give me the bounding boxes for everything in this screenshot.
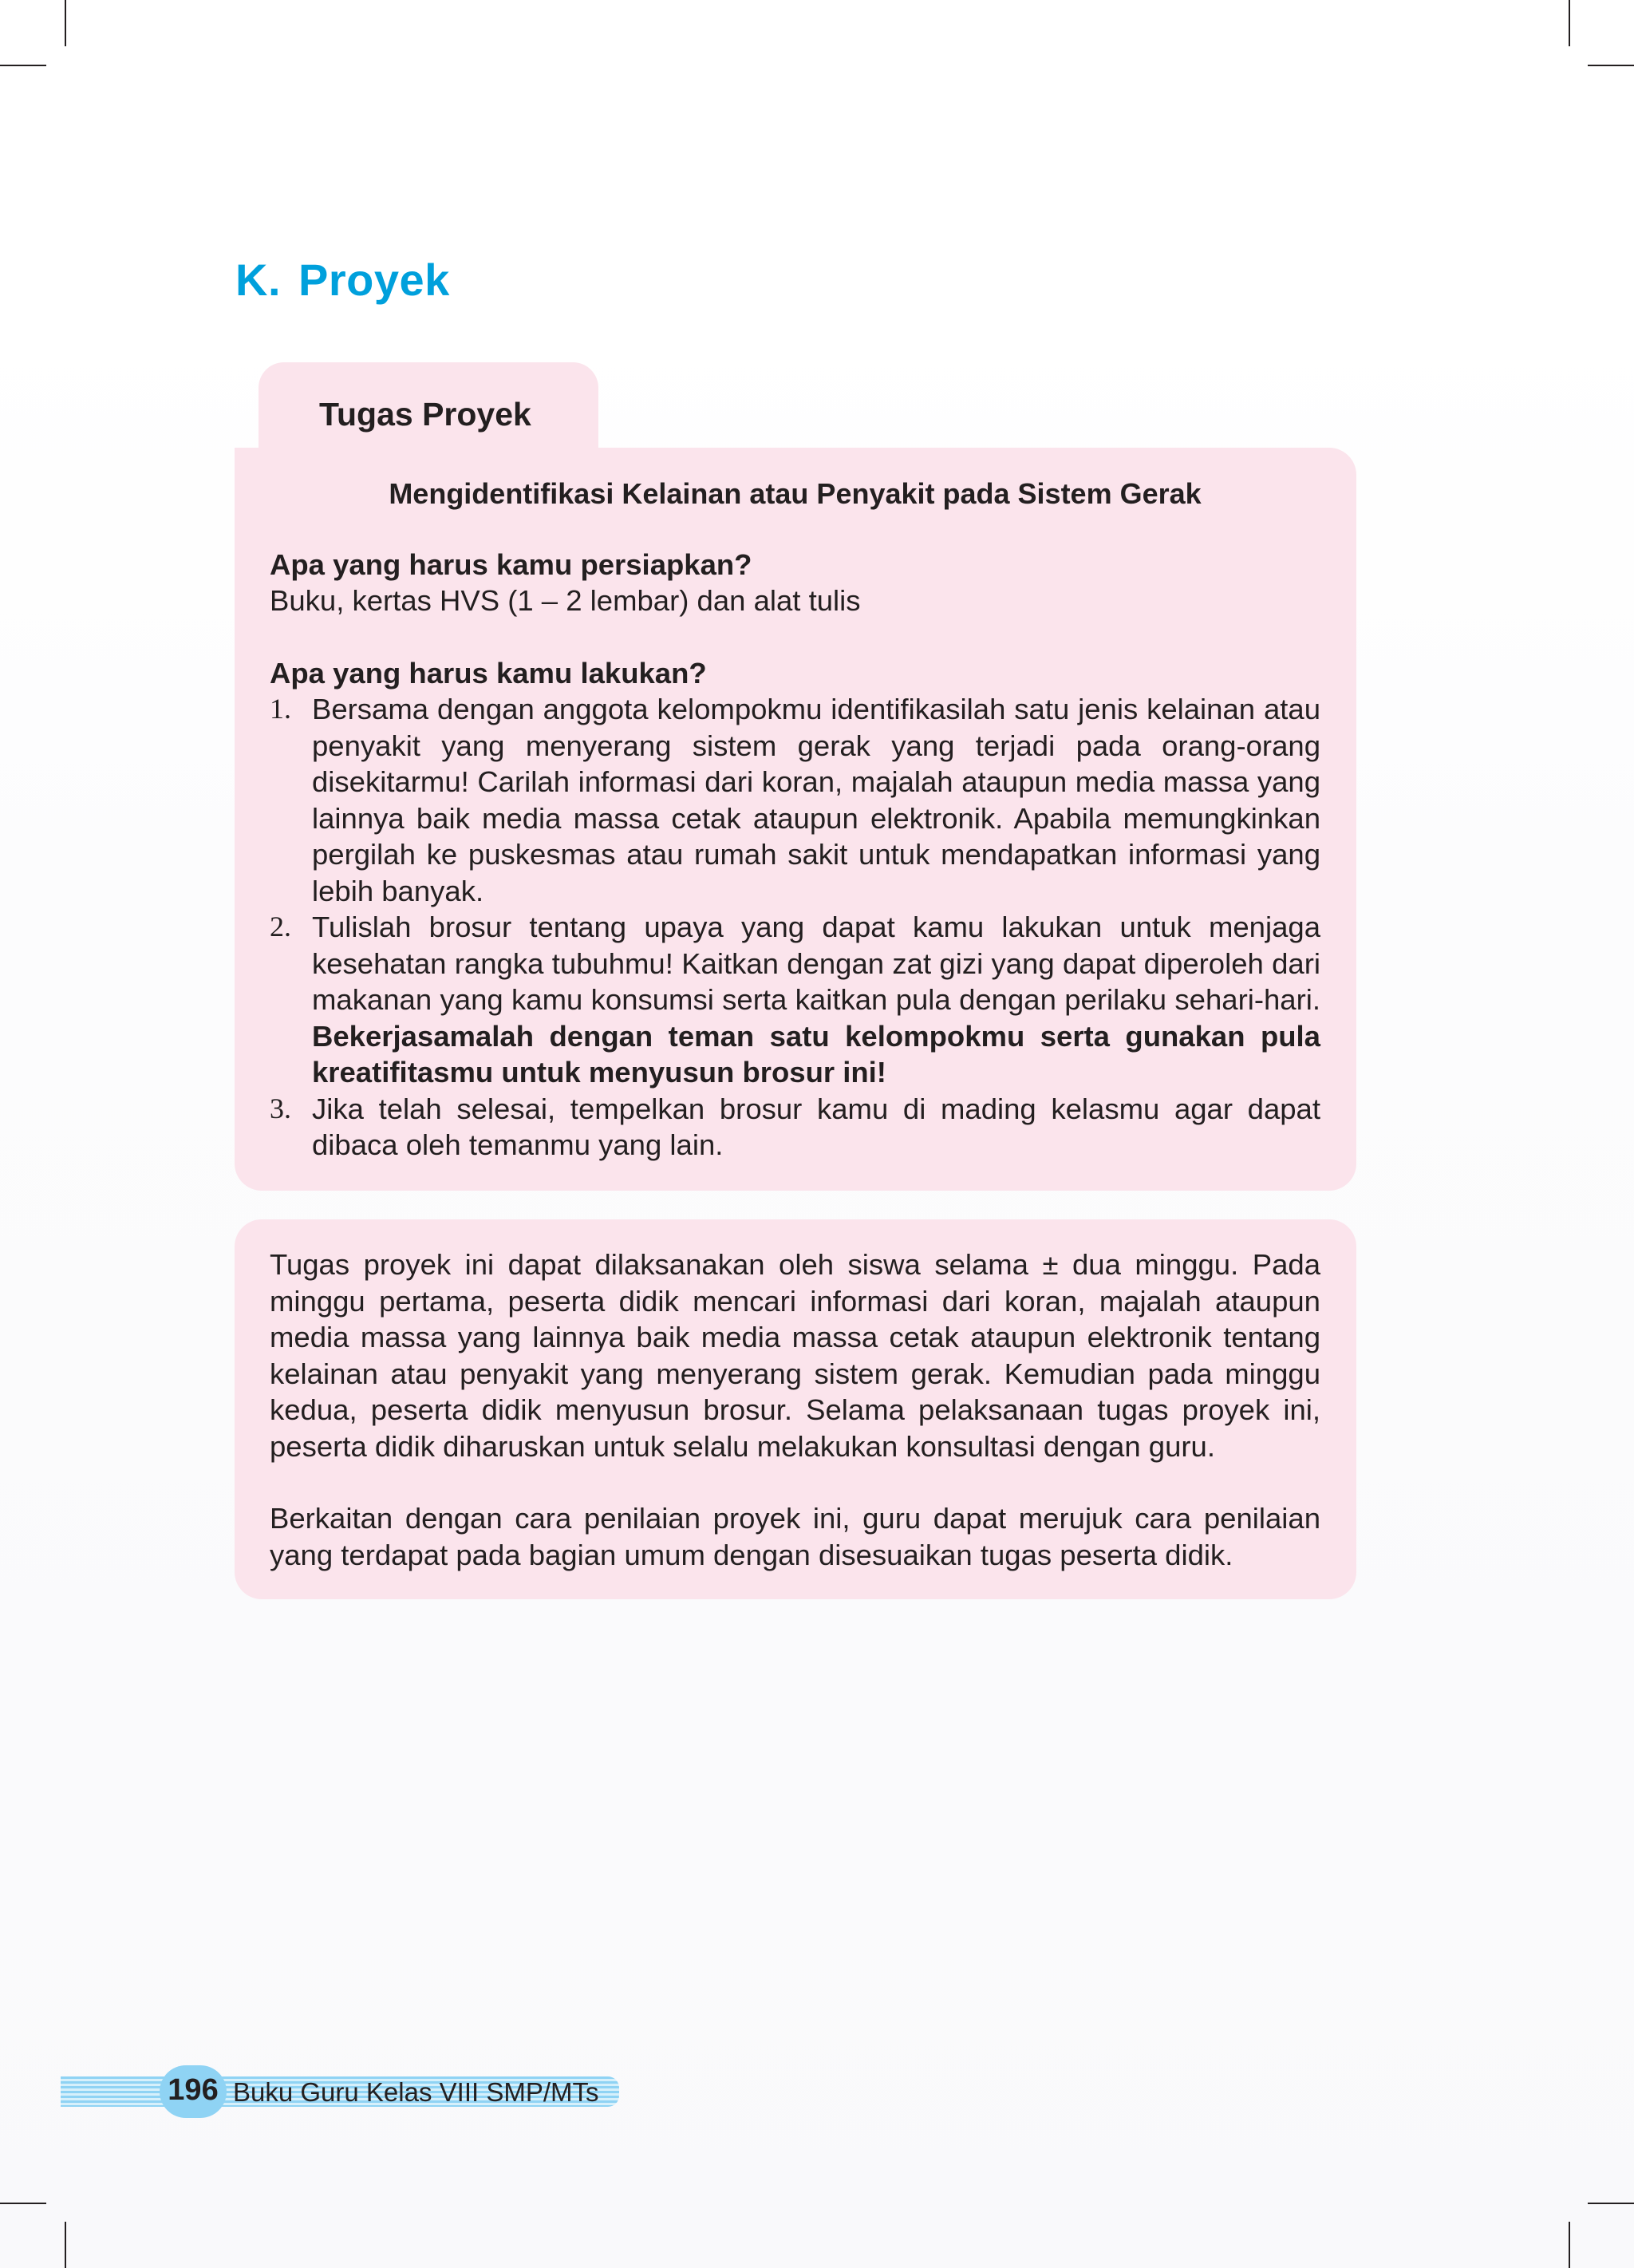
section-title: Proyek [298,255,450,305]
crop-mark [1588,65,1634,66]
crop-mark [1569,2222,1570,2268]
prepare-heading: Apa yang harus kamu persiapkan? [270,547,752,581]
step-number: 2. [270,911,291,942]
crop-mark [1588,2203,1634,2204]
teacher-note-content [270,1247,1320,1573]
steps-list [270,691,1320,1164]
do-heading: Apa yang harus kamu lakukan? [270,656,707,689]
prepare-text: Buku, kertas HVS (1 – 2 lembar) dan alat tulis [270,584,861,617]
teacher-note-paragraph-1: Tugas proyek ini dapat dilaksanakan oleh siswa selama ± dua minggu. Pada minggu pertama, peserta didik mencari informasi dari koran, majalah ataupun media massa yang lainnya baik media massa cetak ataupun elektronik tentang kelainan atau penyakit yang menyerang sistem gerak. Kemudian pada minggu kedua, peserta didik menyusun brosur. Selama pelaksanaan tugas proyek ini, peserta didik diharuskan untuk selalu melakukan konsultasi dengan guru. [270,1248,1320,1463]
crop-mark [1569,0,1570,46]
page-number: 196 [168,2073,219,2107]
step-number: 3. [270,1092,291,1124]
crop-mark [65,2222,66,2268]
list-item [270,1091,1320,1164]
book-title: Buku Guru Kelas VIII SMP/MTs [233,2077,599,2107]
section-heading [235,254,450,306]
crop-mark [0,65,46,66]
project-content [270,476,1320,1164]
step-number: 1. [270,693,291,725]
teacher-note-paragraph-2: Berkaitan dengan cara penilaian proyek ini, guru dapat merujuk cara penilaian yang terdapat pada bagian umum dengan disesuaikan tugas peserta didik. [270,1502,1320,1571]
project-title: Mengidentifikasi Kelainan atau Penyakit pada Sistem Gerak [389,477,1202,510]
step-text: Jika telah selesai, tempelkan brosur kamu di mading kelasmu agar dapat dibaca oleh temanmu yang lain. [312,1092,1320,1161]
crop-mark [65,0,66,46]
crop-mark [0,2203,46,2204]
step-text: Tulislah brosur tentang upaya yang dapat kamu lakukan untuk menjaga kesehatan rangka tubuhmu! Kaitkan dengan zat gizi yang dapat diperoleh dari makanan yang kamu konsumsi serta kaitkan pula dengan perilaku sehari-hari. [312,911,1320,1016]
step-bold-text: Bekerjasamalah dengan teman satu kelompokmu serta gunakan pula kreatifitasmu untuk menyusun brosur ini! [312,1019,1320,1089]
list-item [270,909,1320,1091]
list-item [270,691,1320,909]
project-tab-label: Tugas Proyek [319,396,531,433]
section-number: K. [235,255,281,305]
step-text: Bersama dengan anggota kelompokmu identifikasilah satu jenis kelainan atau penyakit yang menyerang sistem gerak yang terjadi pada orang-orang disekitarmu! Carilah informasi dari koran, majalah ataupun media massa yang lainnya baik media massa cetak ataupun elektronik. Apabila memungkinkan pergilah ke puskesmas atau rumah sakit untuk mendapatkan informasi yang lebih banyak. [312,693,1320,907]
